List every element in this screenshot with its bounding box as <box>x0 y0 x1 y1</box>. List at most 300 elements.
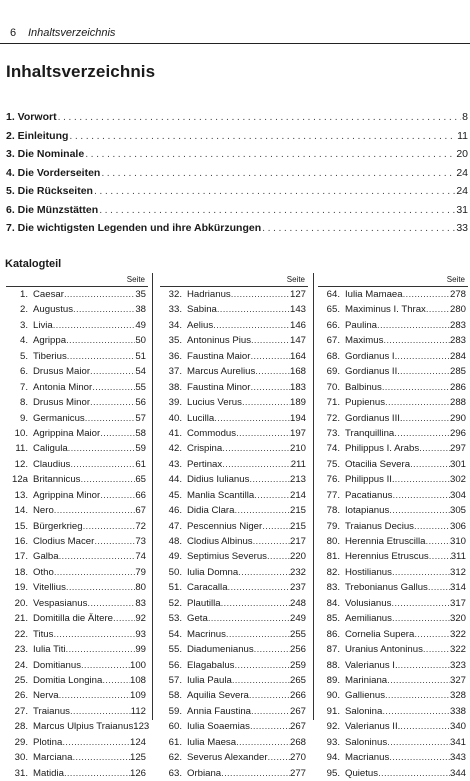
catalog-entry <box>318 596 468 611</box>
catalog-entry-page: 197 <box>289 427 306 439</box>
catalog-entry-name: Lucius Verus <box>187 397 242 409</box>
toc-entry-title: 6. Die Münzstätten <box>6 203 99 216</box>
catalog-entry-name: Domitilla die Ältere <box>33 613 113 625</box>
catalog-entry-name: Hadrianus <box>187 289 231 300</box>
leader-dots <box>54 503 136 518</box>
leader-dots <box>429 549 451 564</box>
leader-dots <box>262 519 290 534</box>
catalog-entry-page: 268 <box>289 736 306 748</box>
toc-entry-page: 24 <box>456 166 468 179</box>
catalog-entry <box>318 750 468 765</box>
catalog-entry-page: 296 <box>449 427 466 439</box>
catalog-entry-name: Commodus <box>187 427 237 439</box>
catalog-entry <box>6 534 148 549</box>
leader-dots <box>391 596 450 611</box>
catalog-entry-number: 31. <box>14 767 28 779</box>
leader-dots <box>414 519 450 534</box>
leader-dots <box>395 472 450 487</box>
catalog-entry <box>160 688 308 703</box>
catalog-entry <box>160 287 308 302</box>
toc-entry <box>6 130 468 149</box>
catalog-entry <box>6 719 148 734</box>
catalog-entry-number: 85. <box>326 613 340 625</box>
catalog-entry-page: 237 <box>289 582 306 594</box>
catalog-entry-number: 6. <box>19 366 28 378</box>
catalog-entry <box>6 441 148 456</box>
catalog-entry-name: Marcus Ulpius Traianus <box>33 721 134 733</box>
leader-dots <box>394 426 450 441</box>
catalog-entry-name: Clodius Macer <box>33 536 95 547</box>
catalog-entry-number: 94. <box>326 752 340 764</box>
catalog-entry-page: 312 <box>449 566 466 578</box>
catalog-entry-number: 87. <box>326 644 340 656</box>
catalog-entry-number: 13. <box>14 489 28 501</box>
catalog-entry-page: 124 <box>129 736 146 748</box>
column-header-seite: Seite <box>6 273 148 287</box>
catalog-entry-name: Pacatianus <box>345 489 393 501</box>
catalog-entry <box>160 565 308 580</box>
leader-dots <box>398 658 450 673</box>
catalog-entry-name: Plotina <box>33 736 63 748</box>
leader-dots <box>66 333 135 348</box>
catalog-entry-number: 22. <box>14 628 28 640</box>
catalog-entry-number: 54. <box>168 628 182 640</box>
catalog-entry <box>318 735 468 750</box>
leader-dots <box>72 750 130 765</box>
catalog-entry <box>6 735 148 750</box>
catalog-entry-name: Britannicus <box>33 474 81 486</box>
leader-dots <box>69 130 456 142</box>
leader-dots <box>64 766 130 781</box>
catalog-entry-name: Paulina <box>345 319 378 331</box>
catalog-entry <box>6 287 148 302</box>
catalog-entry-number: 62. <box>168 752 182 764</box>
catalog-entry-name: Caesar <box>33 289 64 300</box>
catalog-entry-name: Herennius Etruscus <box>345 551 429 563</box>
catalog-entry-page: 73 <box>135 536 146 547</box>
leader-dots <box>382 380 450 395</box>
leader-dots <box>267 549 290 564</box>
catalog-column-3 <box>318 273 468 781</box>
catalog-entry-name: Iotapianus <box>345 505 390 517</box>
catalog-entry-page: 270 <box>289 752 306 764</box>
catalog-entry <box>6 364 148 379</box>
catalog-entry-page: 302 <box>449 474 466 486</box>
catalog-entry-number: 64. <box>326 289 340 300</box>
leader-dots <box>62 735 130 750</box>
catalog-entry-name: Quietus <box>345 767 379 779</box>
leader-dots <box>100 488 135 503</box>
leader-dots <box>59 688 130 703</box>
catalog-entry-number: 12a <box>11 474 28 486</box>
catalog-entry-name: Diadumenianus <box>187 644 254 656</box>
catalog-entry-number: 1. <box>19 289 28 300</box>
leader-dots <box>222 457 291 472</box>
leader-dots <box>94 534 135 549</box>
leader-dots <box>232 673 290 688</box>
catalog-entry-name: Iulia Mamaea <box>345 289 403 300</box>
catalog-entry-number: 60. <box>168 721 182 733</box>
leader-dots <box>231 287 290 302</box>
toc-entry-title: 3. Die Nominale <box>6 148 85 161</box>
catalog-entry <box>160 766 308 781</box>
catalog-entry-number: 36. <box>168 350 182 362</box>
leader-dots <box>234 503 290 518</box>
catalog-entry-name: Titus <box>33 628 54 640</box>
toc-entry <box>6 167 468 186</box>
leader-dots <box>80 472 135 487</box>
catalog-entry-number: 32. <box>168 289 182 300</box>
catalog-entry-page: 317 <box>449 597 466 609</box>
leader-dots <box>226 627 290 642</box>
catalog-entry <box>318 472 468 487</box>
toc-entry-title: 7. Die wichtigsten Legenden und ihre Abkürzungen <box>6 222 262 235</box>
catalog-entry-page: 259 <box>289 659 306 671</box>
catalog-entry-name: Crispina <box>187 443 223 455</box>
leader-dots <box>90 364 135 379</box>
catalog-entry <box>6 565 148 580</box>
catalog-entry-page: 323 <box>449 659 466 671</box>
leader-dots <box>222 441 290 456</box>
catalog-entry-page: 80 <box>135 582 146 594</box>
leader-dots <box>250 719 290 734</box>
catalog-entry-page: 301 <box>449 458 466 470</box>
catalog-entry-number: 2. <box>19 304 28 316</box>
toc-entry <box>6 222 468 241</box>
column-header-seite: Seite <box>160 273 308 287</box>
leader-dots <box>255 364 290 379</box>
leader-dots <box>92 380 135 395</box>
catalog-entry-name: Augustus <box>33 304 74 316</box>
catalog-entry-number: 41. <box>168 427 182 439</box>
leader-dots <box>251 333 290 348</box>
catalog-entry <box>318 395 468 410</box>
catalog-entry-page: 286 <box>449 381 466 393</box>
catalog-entry <box>318 611 468 626</box>
catalog-column-2 <box>160 273 308 781</box>
catalog-entry-page: 285 <box>449 366 466 378</box>
catalog-entry-page: 99 <box>135 644 146 656</box>
catalog-entry-number: 81. <box>326 551 340 563</box>
catalog-entry-name: Caligula <box>33 443 68 455</box>
leader-dots <box>249 472 290 487</box>
page-title: Inhaltsverzeichnis <box>6 62 156 81</box>
catalog-entry <box>160 472 308 487</box>
toc-entry <box>6 111 468 130</box>
catalog-entry-number: 57. <box>168 674 182 686</box>
catalog-entry-number: 91. <box>326 705 340 717</box>
catalog-entry-name: Faustina Maior <box>187 350 251 362</box>
catalog-entry <box>160 580 308 595</box>
catalog-entry-number: 10. <box>14 427 28 439</box>
catalog-entry-name: Nero <box>33 505 54 517</box>
catalog-entry-name: Livia <box>33 319 53 331</box>
catalog-entry-page: 213 <box>289 474 306 486</box>
catalog-entry-number: 19. <box>14 582 28 594</box>
catalog-entry-name: Domitianus <box>33 659 81 671</box>
catalog-entry-number: 63. <box>168 767 182 779</box>
catalog-entry <box>6 411 148 426</box>
catalog-entry-name: Marcus Aurelius <box>187 366 256 378</box>
catalog-entry <box>318 441 468 456</box>
catalog-entry-page: 217 <box>289 536 306 547</box>
catalog-entry <box>6 519 148 534</box>
leader-dots <box>392 565 450 580</box>
leader-dots <box>378 766 450 781</box>
catalog-entry-name: Gordianus I. <box>345 350 398 362</box>
catalog-entry-number: 74. <box>326 443 340 455</box>
catalog-entry-page: 255 <box>289 628 306 640</box>
leader-dots <box>385 688 450 703</box>
toc-entry-page: 33 <box>456 222 468 235</box>
catalog-entry-name: Plautilla <box>187 597 221 609</box>
catalog-entry-number: 93. <box>326 736 340 748</box>
leader-dots <box>383 333 450 348</box>
catalog-entry-page: 183 <box>289 381 306 393</box>
catalog-entry <box>160 549 308 564</box>
catalog-entry-page: 220 <box>289 551 306 563</box>
catalog-entry <box>318 673 468 688</box>
catalog-entry-name: Maximinus I. Thrax <box>345 304 426 316</box>
catalog-entry-page: 311 <box>450 551 466 563</box>
catalog-entry-number: 58. <box>168 690 182 702</box>
catalog-entry-number: 24. <box>14 659 28 671</box>
leader-dots <box>83 519 136 534</box>
catalog-entry-name: Galba <box>33 551 59 563</box>
toc-entry-title: 4. Die Vorderseiten <box>6 166 101 179</box>
leader-dots <box>382 704 450 719</box>
catalog-entry-page: 277 <box>289 767 306 779</box>
catalog-entry-page: 66 <box>135 489 146 501</box>
catalog-entry-name: Pupienus <box>345 397 386 409</box>
catalog-entry-name: Otacilia Severa <box>345 458 411 470</box>
catalog-entry-page: 55 <box>135 381 146 393</box>
catalog-entry-name: Nerva <box>33 690 59 702</box>
catalog-entry-name: Aemilianus <box>345 613 392 625</box>
catalog-entry-name: Iulia Titi <box>33 644 66 656</box>
catalog-entry-page: 283 <box>449 335 466 347</box>
catalog-entry-page: 306 <box>449 520 466 532</box>
catalog-entry-name: Herennia Etruscilla <box>345 536 426 547</box>
leader-dots <box>238 565 290 580</box>
catalog-entry-number: 90. <box>326 690 340 702</box>
catalog-entry-number: 29. <box>14 736 28 748</box>
catalog-entry-name: Volusianus <box>345 597 392 609</box>
catalog-entry-number: 65. <box>326 304 340 316</box>
catalog-entry-page: 147 <box>289 335 306 347</box>
catalog-entry-page: 314 <box>449 582 466 594</box>
catalog-entry <box>318 519 468 534</box>
catalog-entry-number: 40. <box>168 412 182 424</box>
catalog-entry <box>318 457 468 472</box>
leader-dots <box>54 565 136 580</box>
catalog-entry-number: 38. <box>168 381 182 393</box>
catalog-entry-page: 288 <box>449 397 466 409</box>
catalog-entry-page: 249 <box>289 613 306 625</box>
catalog-entry-number: 79. <box>326 520 340 532</box>
catalog-entry-page: 67 <box>135 505 146 517</box>
catalog-entry <box>160 441 308 456</box>
catalog-entry-number: 3. <box>19 319 28 331</box>
catalog-entry-page: 340 <box>449 721 466 733</box>
leader-dots <box>101 167 455 179</box>
catalog-entry-number: 39. <box>168 397 182 409</box>
leader-dots <box>94 185 455 197</box>
catalog-entry-number: 23. <box>14 644 28 656</box>
catalog-entry-number: 72. <box>326 412 340 424</box>
catalog-entry <box>6 627 148 642</box>
toc-entry-title: 1. Vorwort <box>6 111 57 123</box>
catalog-entry-name: Faustina Minor <box>187 381 251 393</box>
catalog-entry-number: 7. <box>19 381 28 393</box>
catalog-entry <box>160 611 308 626</box>
catalog-entry-number: 14. <box>14 505 28 517</box>
catalog-entry-page: 290 <box>449 412 466 424</box>
catalog-entry-name: Clodius Albinus <box>187 536 253 547</box>
catalog-entry-number: 18. <box>14 566 28 578</box>
toc-entry <box>6 204 468 223</box>
catalog-entry-number: 16. <box>14 536 28 547</box>
catalog-entry <box>160 735 308 750</box>
catalog-entry <box>6 704 148 719</box>
catalog-entry <box>160 395 308 410</box>
leader-dots <box>403 287 450 302</box>
catalog-entry-number: 71. <box>326 397 340 409</box>
leader-dots <box>208 611 290 626</box>
catalog-entry <box>6 349 148 364</box>
catalog-entry-page: 146 <box>289 319 306 331</box>
catalog-entry-name: Uranius Antoninus <box>345 644 423 656</box>
catalog-entry-page: 215 <box>289 520 306 532</box>
catalog-entry-number: 89. <box>326 674 340 686</box>
catalog-entry-number: 30. <box>14 752 28 764</box>
catalog-entry-page: 305 <box>449 505 466 517</box>
catalog-entry <box>6 380 148 395</box>
catalog-entry <box>6 688 148 703</box>
catalog-entry-number: 92. <box>326 721 340 733</box>
leader-dots <box>100 426 135 441</box>
catalog-entry <box>318 565 468 580</box>
catalog-entry-page: 50 <box>135 335 146 347</box>
catalog-entry <box>160 503 308 518</box>
catalog-entry <box>160 719 308 734</box>
header-rule <box>0 43 470 44</box>
toc-entry-page: 8 <box>462 111 468 123</box>
catalog-entry-name: Trebonianus Gallus <box>345 582 428 594</box>
leader-dots <box>389 750 450 765</box>
catalog-entry-number: 44. <box>168 474 182 486</box>
catalog-entry <box>318 658 468 673</box>
catalog-entry-name: Macrianus <box>345 752 390 764</box>
catalog-entry <box>6 580 148 595</box>
leader-dots <box>410 457 450 472</box>
catalog-entry-page: 283 <box>449 319 466 331</box>
catalog-entry-name: Aquilia Severa <box>187 690 249 702</box>
catalog-entry-name: Mariniana <box>345 674 388 686</box>
catalog-entry <box>6 472 148 487</box>
catalog-entry-number: 69. <box>326 366 340 378</box>
toc-entry <box>6 148 468 167</box>
catalog-entry <box>160 596 308 611</box>
catalog-entry-number: 27. <box>14 705 28 717</box>
catalog-entry-name: Matidia <box>33 767 64 779</box>
catalog-entry-name: Otho <box>33 566 54 578</box>
catalog-entry-name: Valerianus I. <box>345 659 398 671</box>
catalog-entry-name: Iulia Domna <box>187 566 239 578</box>
leader-dots <box>66 580 135 595</box>
catalog-entry-number: 49. <box>168 551 182 563</box>
catalog-entry-number: 21. <box>14 613 28 625</box>
catalog-entry-page: 125 <box>129 752 146 764</box>
catalog-entry-page: 72 <box>135 520 146 532</box>
catalog-entry-number: 42. <box>168 443 182 455</box>
catalog-entry-page: 265 <box>289 674 306 686</box>
catalog-entry-number: 47. <box>168 520 182 532</box>
leader-dots <box>81 658 130 673</box>
catalog-entry-name: Salonina <box>345 705 383 717</box>
catalog-entry-page: 256 <box>289 644 306 656</box>
catalog-entry-name: Hostilianus <box>345 566 392 578</box>
catalog-entry <box>318 549 468 564</box>
catalog-entry-number: 83. <box>326 582 340 594</box>
leader-dots <box>99 204 455 216</box>
leader-dots <box>64 287 135 302</box>
catalog-entry-page: 35 <box>135 289 146 300</box>
page-number: 6 <box>10 27 17 39</box>
catalog-entry-name: Marciana <box>33 752 73 764</box>
catalog-entry <box>318 380 468 395</box>
leader-dots <box>68 441 136 456</box>
leader-dots <box>400 719 450 734</box>
catalog-entry-name: Valerianus II. <box>345 721 401 733</box>
catalog-entry-page: 267 <box>289 721 306 733</box>
leader-dots <box>392 611 450 626</box>
catalog-entry-number: 37. <box>168 366 182 378</box>
catalog-entry-number: 53. <box>168 613 182 625</box>
catalog-entry <box>160 642 308 657</box>
catalog-entry-name: Sabina <box>187 304 217 316</box>
catalog-entry-page: 310 <box>449 536 466 547</box>
catalog-entry <box>160 318 308 333</box>
catalog-entry <box>318 627 468 642</box>
catalog-entry-name: Cornelia Supera <box>345 628 415 640</box>
table-of-contents <box>6 111 468 241</box>
leader-dots <box>250 349 290 364</box>
leader-dots <box>377 318 450 333</box>
catalog-entry-number: 43. <box>168 458 182 470</box>
catalog-entry-page: 61 <box>135 458 146 470</box>
catalog-entry-name: Elagabalus <box>187 659 235 671</box>
column-divider <box>313 273 314 720</box>
catalog-entry <box>318 534 468 549</box>
leader-dots <box>217 302 290 317</box>
catalog-entry-page: 49 <box>135 319 146 331</box>
catalog-entry-number: 75. <box>326 458 340 470</box>
leader-dots <box>403 411 450 426</box>
catalog-entry-name: Vitellius <box>33 582 66 594</box>
leader-dots <box>249 688 290 703</box>
catalog-entry-name: Maximus <box>345 335 384 347</box>
catalog-entry <box>160 519 308 534</box>
catalog-entry-page: 83 <box>135 597 146 609</box>
catalog-entry-number: 51. <box>168 582 182 594</box>
catalog-entry-number: 46. <box>168 505 182 517</box>
catalog-entry-page: 168 <box>289 366 306 378</box>
catalog-entry-page: 343 <box>449 752 466 764</box>
catalog-entry-number: 15. <box>14 520 28 532</box>
catalog-entry-page: 109 <box>129 690 146 702</box>
catalog-entry-page: 194 <box>289 412 306 424</box>
